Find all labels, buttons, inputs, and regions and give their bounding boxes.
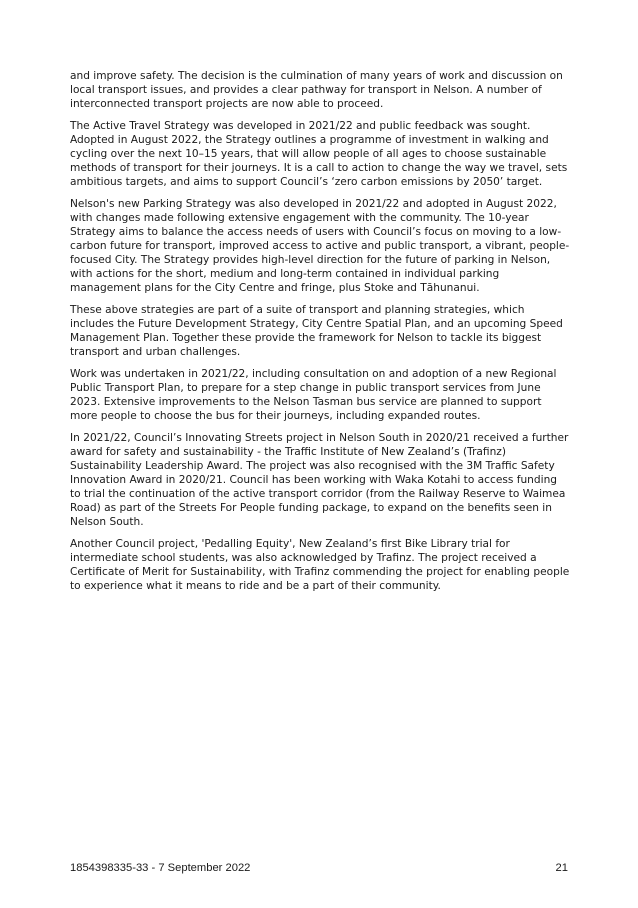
paragraph-public-transport-plan: Work was undertaken in 2021/22, including consultation on and adoption of a new Regional Public Transport Plan, to prepare for a step change in public transport services from June 2023. Extensive improvements to the Nelson Tasman bus service are planned to support more people to choose the bus for their journeys, including expanded routes.: [70, 368, 557, 422]
paragraph-transport-decision: and improve safety. The decision is the culmination of many years of work and discussion on local transport issues, and provides a clear pathway for transport in Nelson. A number of interconnected transport projects are now able to proceed.: [70, 70, 563, 110]
paragraph-active-travel-strategy: The Active Travel Strategy was developed in 2021/22 and public feedback was sought. Adopted in August 2022, the Strategy outlines a programme of investment in walking and cycling over the next 10–15 years, that will allow people of all ages to choose sustainable methods of transport for their journeys. It is a call to action to change the way we travel, sets ambitious targets, and aims to support Council’s ‘zero carbon emissions by 2050’ target.: [70, 120, 568, 188]
paragraph-pedalling-equity: Another Council project, 'Pedalling Equity', New Zealand’s first Bike Library trial for intermediate school students, was also acknowledged by Trafinz. The project received a Certificate of Merit for Sustainability, with Trafinz commending the project for enabling people to experience what it means to ride and be a part of their community.: [70, 538, 570, 592]
footer-page-number: 21: [555, 862, 568, 874]
body-text: [70, 69, 570, 601]
paragraph-innovating-streets: In 2021/22, Council’s Innovating Streets project in Nelson South in 2020/21 received a further award for safety and sustainability - the Traffic Institute of New Zealand’s (Trafinz) Sustainability Leadership Award. The project was also recognised with the 3M Traffic Safety Innovation Award in 2020/21. Council has been working with Waka Kotahi to access funding to trial the continuation of the active transport corridor (from the Railway Reserve to Waimea Road) as part of the Streets For People funding package, to expand on the benefits seen in Nelson South.: [70, 432, 569, 528]
paragraph-strategy-suite: These above strategies are part of a suite of transport and planning strategies, which includes the Future Development Strategy, City Centre Spatial Plan, and an upcoming Speed Management Plan. Together these provide the framework for Nelson to tackle its biggest transport and urban challenges.: [70, 304, 563, 358]
footer-document-reference: 1854398335-33 - 7 September 2022: [70, 862, 251, 874]
paragraph-parking-strategy: Nelson's new Parking Strategy was also developed in 2021/22 and adopted in August 2022, with changes made following extensive engagement with the community. The 10-year Strategy aims to balance the access needs of users with Council’s focus on moving to a low-carbon future for transport, improved access to active and public transport, a vibrant, people-focused City. The Strategy provides high-level direction for the future of parking in Nelson, with actions for the short, medium and long-term contained in individual parking management plans for the City Centre and fringe, plus Stoke and Tāhunanui.: [70, 198, 570, 294]
